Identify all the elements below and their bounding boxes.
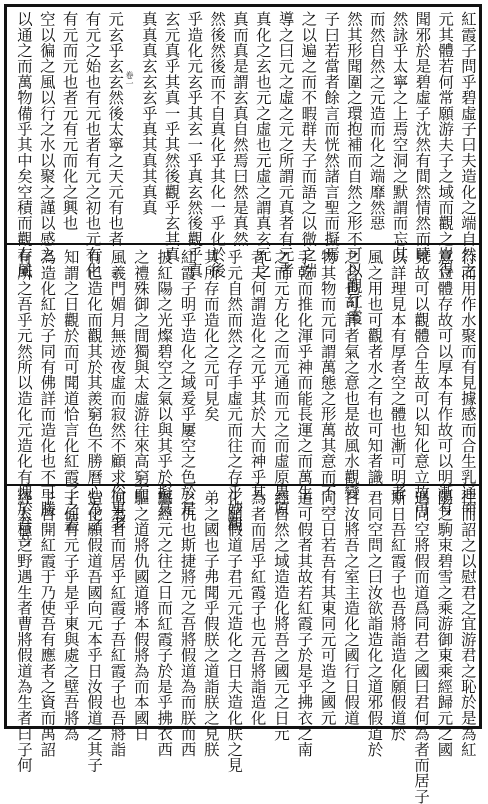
- text-column: 真化之玄也元之虛也元虛之謂真玄元之: [253, 11, 272, 278]
- text-block-lower: [7, 486, 479, 804]
- text-column: 紅霞子問乎碧虛子曰夫造化之端自然之: [458, 11, 477, 278]
- volume-note: 卷一: [124, 71, 134, 88]
- text-column: 然後然後而不自真化乎其化一乎化於後: [208, 11, 227, 278]
- text-column: 元其體若何常願游夫子之域而觀之豈得: [436, 11, 455, 278]
- text-column: 元玄乎玄玄然後太寧之天元有也者: [106, 11, 125, 247]
- text-column: 之仇也斯捷將元之吾將假道為而朕而西: [178, 490, 197, 757]
- text-column: 之而元方化之而元通而元之而虛原異原: [271, 249, 290, 516]
- text-column: 子曰若當者餘言而恍然諸言聖而擬焉: [322, 11, 341, 263]
- text-column: 聞邪於是碧虛子沈然有間然情然而曉: [413, 11, 432, 263]
- text-column: 玄元真乎其真一乎其然後觀乎玄其真: [162, 11, 181, 263]
- text-column: 經太極之野遇生者曹將假道為生者曰子何: [15, 490, 33, 773]
- text-column: 遇同空將假而道爲同君之國曰君何為者而居子: [412, 490, 431, 804]
- text-column: 同空日若吾有其東同元可造之國元: [318, 490, 337, 726]
- text-column: 空以徧之風以行之水以聚之謹以感之: [37, 11, 56, 263]
- text-column: 真而真是謂玄真自然焉曰然是真然: [230, 11, 249, 247]
- text-column: 見故可以觀體合生故可以知化意立故可: [412, 249, 431, 516]
- text-column: 紅霞子明乎造化之域爰乎屢空之色於是: [178, 249, 197, 516]
- text-column: 其所存而造化之元可見矣: [201, 249, 220, 422]
- text-column: 乎元自然而然之存手虛元而往之存乎妙觀: [225, 249, 244, 532]
- text-column: 風羲門媚月無迹夜虛而寂然不顧求俗事者: [108, 249, 127, 532]
- text-column: 君同空問之曰汝欲詣造化之道邪假道於: [365, 490, 384, 757]
- text-column: 然其形聞圍之環抱補而自然之形不可以觀紅霞: [344, 11, 363, 325]
- text-column: 造化願假道吾國向元本乎日汝假道之其子: [85, 490, 104, 773]
- text-column: 驅之道將仇國道將本假將為而本國日: [131, 490, 150, 742]
- text-column: 真真真玄玄玄乎真其真其真真: [139, 11, 158, 216]
- text-column: 風之用也可觀者水之有也可知者識: [365, 249, 384, 485]
- text-column: 而然自然之元造而化之端靡然惡: [367, 11, 386, 231]
- text-column: 為者而居乎紅霞子也元吾將詣造化: [248, 490, 267, 726]
- text-column: 日汝將吾之室主造化之國行日假道: [342, 490, 361, 726]
- text-column: 有元而元也者元有元而化之興也: [60, 11, 79, 231]
- text-column: 有已造化而觀其於其羨窮色不勝曆心為之: [85, 249, 104, 532]
- text-column: 化願假道子君元元造化之日夫造化朕之見: [225, 490, 244, 773]
- text-column: 披紅陽之光燦碧空之氣以與其乎於擬冥: [155, 249, 174, 516]
- text-column: 導之曰元之虛之元之所謂元真者有元者: [276, 11, 295, 278]
- text-column: 以詳理見本有厚者空之體也漸可明者: [388, 249, 407, 501]
- text-column: 知謂之日觀於而可聞道恰言化紅霞子之蓋: [61, 249, 80, 532]
- text-column: 以通之而萬物備乎其中矣空積而觀存風: [15, 11, 33, 278]
- text-column: 往而詔之以慰君之宜游君之恥於是為紅: [458, 490, 477, 757]
- text-block-middle: [7, 245, 479, 548]
- text-column: 乎造化元玄乎其玄一乎真玄然後觀乎真: [185, 11, 204, 278]
- text-column: 之禮殊御之間獨與太虛游往來高窮而: [131, 249, 150, 501]
- scripture-page: [4, 4, 482, 804]
- text-column: 經自然之域造造化將吾之國元之日元: [271, 490, 290, 742]
- text-column: 何為者而居乎紅霞子吾紅霞子也吾將詣: [108, 490, 127, 757]
- text-column: 手乾而推化渾乎神而能長運之而萬生: [295, 249, 314, 501]
- text-column: 陽之駒束碧雪之乘游御東乘經歸元之國: [435, 490, 454, 757]
- text-column: 之以遍之而不暇群夫子而語之以微之端: [299, 11, 318, 278]
- text-column: 子何有元子乎是乎東與處之壁吾將為: [61, 490, 80, 742]
- text-column: 驅經元之往之日而紅霞子於是乎拂衣西: [155, 490, 174, 757]
- text-column: 物其物而元同謂萬態之形萬其意而不一: [318, 249, 337, 516]
- text-column: 子啓開紅霞于乃使吾有應者之資而禹詔: [38, 490, 57, 757]
- text-column: 有元之始也有元也者有元之初也元有化: [83, 11, 102, 278]
- text-column: 之合也可詳者氣之意也是故風水觀變: [342, 249, 361, 501]
- text-column: 斯日吾紅霞子也吾將詣造化願假道於: [388, 490, 407, 742]
- text-column: 道可假者其故若紅霞子於是乎拂衣之南: [295, 490, 314, 757]
- text-column: 弟之國也子弗聞乎假朕之道詣朕之見朕: [201, 490, 220, 757]
- text-column: 有所之吾乎元然所以造化元造化有愧於吾吾: [15, 249, 33, 548]
- text-column: 意立體存故可以厚本有作故可以明漸有: [435, 249, 454, 516]
- text-block-upper: [7, 7, 479, 325]
- text-column: 行而用作水聚而有見據感而合生乳通而: [458, 249, 477, 516]
- text-column: 然詠乎太寧之上焉空洞之默謂而忘其: [390, 11, 409, 263]
- text-column: 者夫何謂造化之元乎其於大而神乎其: [248, 249, 267, 501]
- text-column: 為造化紅於子同有佛詳而造化也不可勝: [38, 249, 57, 516]
